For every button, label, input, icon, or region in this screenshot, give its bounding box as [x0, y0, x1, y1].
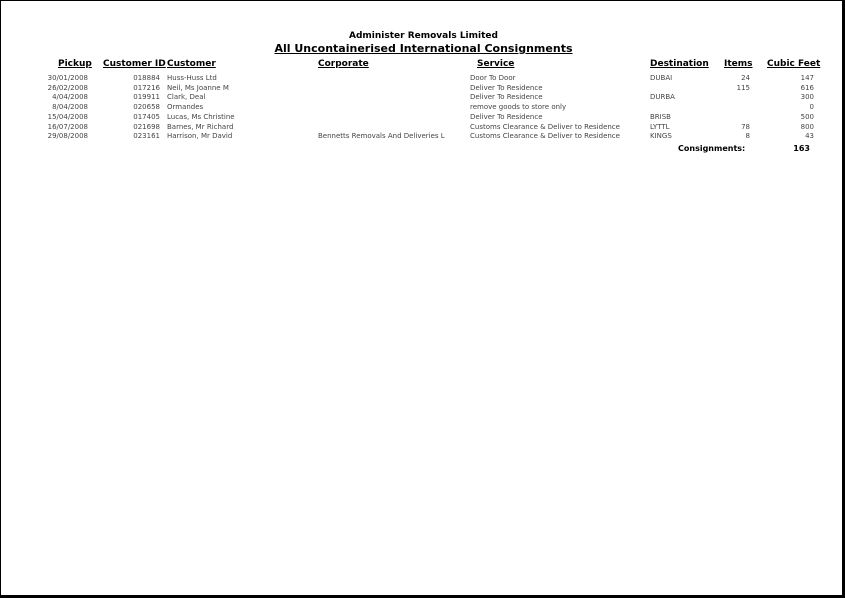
customer-id-cell: 020658	[133, 103, 160, 112]
service-cell: Door To Door	[470, 74, 516, 82]
cubic-feet-cell: 0	[809, 103, 814, 112]
pickup-date-cell: 4/04/2008	[52, 93, 88, 102]
pickup-date-cell: 16/07/2008	[47, 122, 88, 131]
service-cell: Deliver To Residence	[470, 83, 543, 92]
customer-name-cell: Lucas, Ms Christine	[167, 112, 235, 121]
header-items: Items	[724, 59, 753, 69]
destination-cell: DURBA	[650, 93, 675, 102]
consignments-total: 163	[793, 144, 810, 153]
header-destination: Destination	[650, 59, 709, 69]
customer-id-cell: 019911	[133, 93, 160, 102]
table-row	[1, 93, 845, 103]
customer-id-cell: 017216	[133, 83, 160, 92]
header-cubic-feet: Cubic Feet	[767, 59, 821, 69]
customer-id-cell: 018884	[133, 74, 160, 82]
service-cell: Customs Clearance & Deliver to Residence	[470, 132, 620, 141]
destination-cell: BRISB	[650, 112, 671, 121]
service-cell: Customs Clearance & Deliver to Residence	[470, 122, 620, 131]
destination-cell: KINGS	[650, 132, 672, 141]
cubic-feet-cell: 800	[800, 122, 814, 131]
pickup-date-cell: 26/02/2008	[47, 83, 88, 92]
cubic-feet-cell: 500	[800, 112, 814, 121]
service-cell: remove goods to store only	[470, 103, 567, 112]
table-row	[1, 132, 845, 142]
cubic-feet-cell: 147	[800, 74, 814, 82]
company-name: Administer Removals Limited	[349, 31, 498, 41]
header-customer: Customer	[167, 59, 216, 69]
customer-name-cell: Barnes, Mr Richard	[167, 122, 234, 131]
cubic-feet-cell: 43	[805, 132, 814, 141]
table-row	[1, 74, 845, 84]
header-corporate: Corporate	[318, 59, 369, 69]
pickup-date-cell: 15/04/2008	[47, 112, 88, 121]
customer-name-cell: Huss-Huss Ltd	[167, 74, 217, 82]
table-row	[1, 113, 845, 123]
customer-id-cell: 017405	[133, 112, 160, 121]
customer-name-cell: Neil, Ms Joanne M	[167, 83, 229, 92]
items-cell: 8	[745, 132, 750, 141]
items-cell: 115	[736, 83, 750, 92]
customer-id-cell: 021698	[133, 122, 160, 131]
header-service: Service	[477, 59, 515, 69]
items-cell: 24	[741, 74, 750, 82]
table-row	[1, 123, 845, 133]
items-cell: 78	[741, 122, 750, 131]
pickup-date-cell: 8/04/2008	[52, 103, 88, 112]
cubic-feet-cell: 300	[800, 93, 814, 102]
header-customer-id: Customer ID	[103, 59, 166, 69]
customer-name-cell: Clark, Deal	[167, 93, 206, 102]
destination-cell: DUBAI	[650, 74, 673, 82]
service-cell: Deliver To Residence	[470, 112, 543, 121]
header-pickup: Pickup	[58, 59, 92, 69]
destination-cell: LYTTL	[650, 122, 670, 131]
customer-id-cell: 023161	[133, 132, 160, 141]
customer-name-cell: Ormandes	[167, 103, 204, 112]
pickup-date-cell: 29/08/2008	[47, 132, 88, 141]
corporate-cell: Bennetts Removals And Deliveries L	[318, 132, 445, 141]
table-row	[1, 103, 845, 113]
cubic-feet-cell: 616	[800, 83, 814, 92]
pickup-date-cell: 30/01/2008	[47, 74, 88, 82]
report-title: All Uncontainerised International Consignments	[274, 42, 573, 55]
service-cell: Deliver To Residence	[470, 93, 543, 102]
table-row	[1, 84, 845, 94]
customer-name-cell: Harrison, Mr David	[167, 132, 233, 141]
consignments-label: Consignments:	[678, 144, 746, 153]
